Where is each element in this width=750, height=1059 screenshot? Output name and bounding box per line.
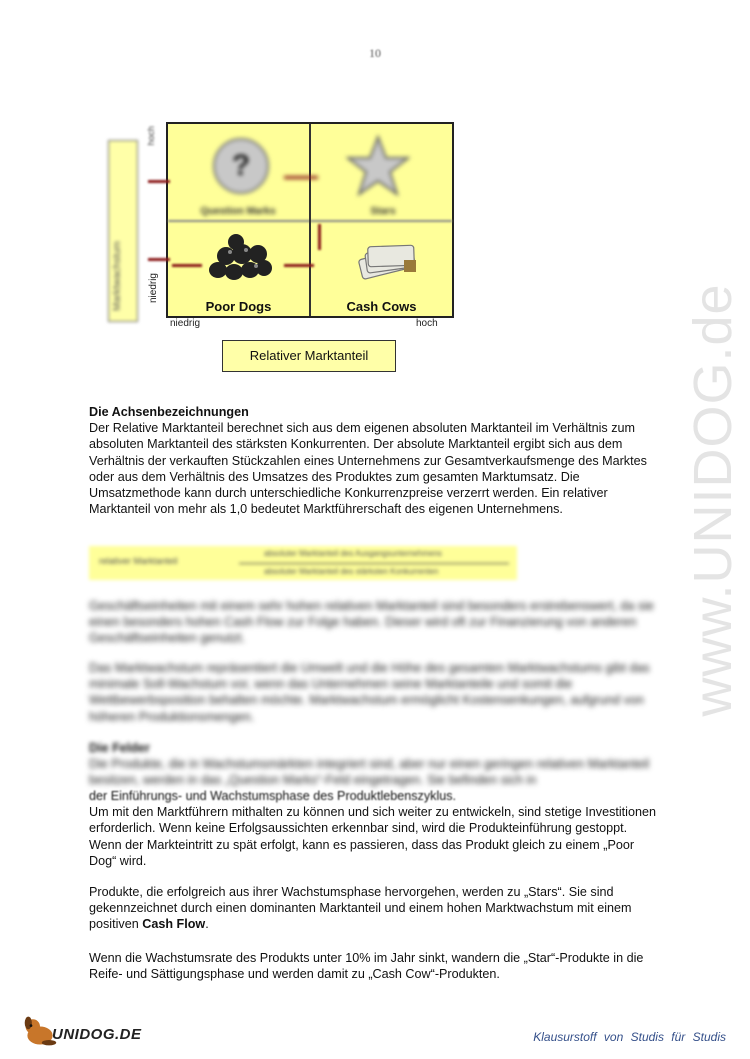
poor-dogs-label: Poor Dogs <box>205 299 272 314</box>
y-axis-box <box>108 140 138 322</box>
blurred-paragraph: Die Produkte, die in Wachstumsmärkten integriert sind, aber nur einen geringen relativen Marktanteil besitzen, werden in das „Question Marks“-Feld eingetragen. Sie befinden sich in <box>89 757 650 788</box>
fraction-line <box>239 563 509 564</box>
star-icon <box>346 134 410 198</box>
cash-cows-icon <box>354 234 422 282</box>
x-axis-label: Relativer Marktanteil <box>222 340 396 372</box>
cash-flow-bold: Cash Flow <box>142 917 206 932</box>
partial-line: der Einführungs- und Wachstumsphase des Produktlebenszyklus. <box>89 789 457 803</box>
stars-label: Stars <box>370 206 396 217</box>
formula-left: relativer Marktanteil <box>99 556 178 566</box>
section-axis-description <box>89 404 659 517</box>
formula-denominator: absoluter Marktanteil des stärksten Konkurrenten <box>264 567 439 576</box>
arrow-qm-to-stars <box>284 176 318 179</box>
arrow-into-qm <box>148 180 170 183</box>
arrow-stars-to-cows <box>318 224 321 250</box>
arrow-cows-to-dogs <box>284 264 314 267</box>
blurred-paragraph: Das Marktwachstum repräsentiert die Umwelt und die Höhe des gesamten Marktwachstums gibt das minimale Soll-Wachstum vor, wenn das Unternehmen seine Marktanteile und somit die Wettbewerbsposition behalten möchte. Marktwachstum ermöglicht Kostensenkungen, aufgrund von höheren Produktionsmengen. <box>89 661 650 724</box>
arrow-into-dogs <box>148 258 170 261</box>
matrix-grid <box>166 122 454 318</box>
y-axis-label: Marktwachstum <box>112 240 123 311</box>
x-high-label: hoch <box>416 318 438 329</box>
section-body: Der Relative Marktanteil berechnet sich aus dem eigenen absoluten Marktanteil im Verhältnis zum absoluten Marktanteil des stärksten Konkurrenten. Der absolute Marktanteil ergibt sich aus dem Verhältnis der verkauften Stückzahlen eines Unternehmens zur Gesamtverkaufsmenge des Marktes oder aus dem Verhältnis des Umsatzes des Produktes zum gesamten Marktumsatz. Die Umsatzmethode kann durch unterschiedliche Konkurrenzpreise verzerrt werden. Ein relativer Marktanteil von mehr als 1,0 bedeutet Marktführerschaft des eigenen Unternehmens. <box>89 421 647 517</box>
fields-heading: Die Felder <box>89 741 150 755</box>
watermark: www.UNIDOG.de <box>683 283 743 717</box>
x-low-label: niedrig <box>170 318 201 329</box>
footer-tagline: Klausurstoff von Studis für Studis <box>533 1030 726 1044</box>
cash-cows-label: Cash Cows <box>346 299 417 314</box>
formula-box <box>89 546 517 580</box>
section-stars <box>89 884 659 933</box>
section-heading: Die Achsenbezeichnungen <box>89 405 249 419</box>
section-question-marks <box>89 788 659 869</box>
dogs-icon <box>206 232 276 282</box>
stars-text: Produkte, die erfolgreich aus ihrer Wachstumsphase hervorgehen, werden zu „Stars“. Sie sind gekennzeichnet durch einen dominanten Marktanteil und einem hohen Marktwachstum mit einem positiven <box>89 885 632 932</box>
stars-text-end: . <box>205 917 209 932</box>
question-marks-label: Question Marks <box>200 206 276 217</box>
y-low-label: niedrig <box>148 273 159 304</box>
question-mark-icon: ? <box>213 138 269 194</box>
section-cash-cows: Wenn die Wachstumsrate des Produkts unter 10% im Jahr sinkt, wandern die „Star“-Produkte in die Reife- und Sättigungsphase und werden damit zu „Cash Cow“-Produkten. <box>89 951 644 982</box>
logo-text: UNIDOG.DE <box>52 1026 142 1043</box>
blurred-section-fields <box>89 740 659 789</box>
bcg-matrix <box>108 118 458 378</box>
blurred-paragraph: Geschäftseinheiten mit einem sehr hohen relativen Marktanteil sind besonders erstrebenswert, da sie einen besonders hohen Cash Flow zur Folge haben. Dieser wird oft zur Finanzierung von anderen Geschäftseinheiten genutzt. <box>89 599 654 646</box>
section-body: Um mit den Marktführern mithalten zu können und sich weiter zu entwickeln, sind stetige Investitionen erforderlich. Wenn keine Erfolgsaussichten erkennbar sind, wird die Produkteinführung gestoppt. Wenn der Markteintritt zu spät erfolgt, kann es passieren, dass das Produkt gleich zu einem „Poor Dog“ wird. <box>89 805 656 868</box>
formula-numerator: absoluter Marktanteil des Ausgangsunternehmens <box>264 549 442 558</box>
page-number: 10 <box>369 46 381 60</box>
y-high-label: hoch <box>146 126 156 146</box>
arrow-dogs-out <box>172 264 202 267</box>
